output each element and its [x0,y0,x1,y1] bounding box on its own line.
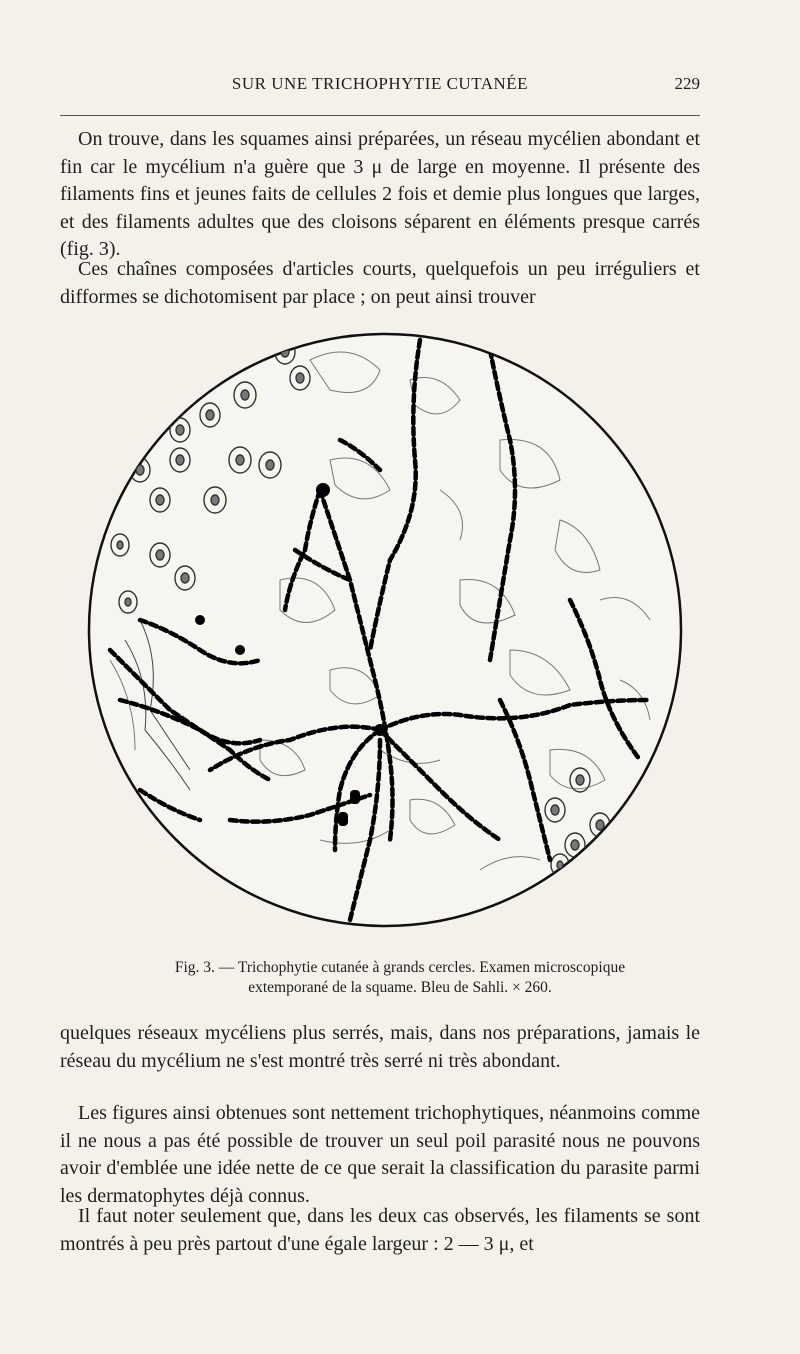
figure-caption [80,958,720,998]
paragraph-4: Les figures ainsi obtenues sont nettement trichophytiques, néanmoins comme il ne nous a pas été possible de trouver un seul poil parasité nous ne pouvons avoir d'emblée une idée nette de ce que serait la classification du parasite parmi les dermatophytes déjà connus. [60,1102,700,1207]
header-rule [60,115,700,116]
page-number: 229 [674,74,700,93]
running-head: SUR UNE TRICHOPHYTIE CUTANÉE [231,74,529,93]
field-of-view-circle [89,334,681,926]
microscope-figure [80,320,690,945]
paragraph-5: Il faut noter seulement que, dans les deux cas observés, les filaments se sont montrés à peu près partout d'une égale largeur : 2 — 3 μ, et [60,1205,700,1255]
paragraph-1: On trouve, dans les squames ainsi préparées, un réseau mycélien abondant et fin car le mycélium n'a guère que 3 μ de large en moyenne. Il présente des filaments fins et jeunes faits de cellules 2 fois et demie plus longues que larges, et des filaments adultes que des cloisons séparent en éléments presque carrés (fig. 3). [60,128,700,260]
paragraph-2: Ces chaînes composées d'articles courts, quelquefois un peu irréguliers et difformes se dichotomisent par place ; on peut ainsi trouver [60,258,700,308]
caption-line-2: extemporané de la squame. Bleu de Sahli. × 260. [248,979,552,996]
microscope-field-illustration [80,320,690,945]
paragraph-3: quelques réseaux mycéliens plus serrés, mais, dans nos préparations, jamais le réseau du mycélium ne s'est montré très serré ni très abondant. [60,1022,700,1072]
running-header [60,74,700,104]
caption-line-1: Fig. 3. — Trichophytie cutanée à grands cercles. Examen microscopique [174,959,626,976]
